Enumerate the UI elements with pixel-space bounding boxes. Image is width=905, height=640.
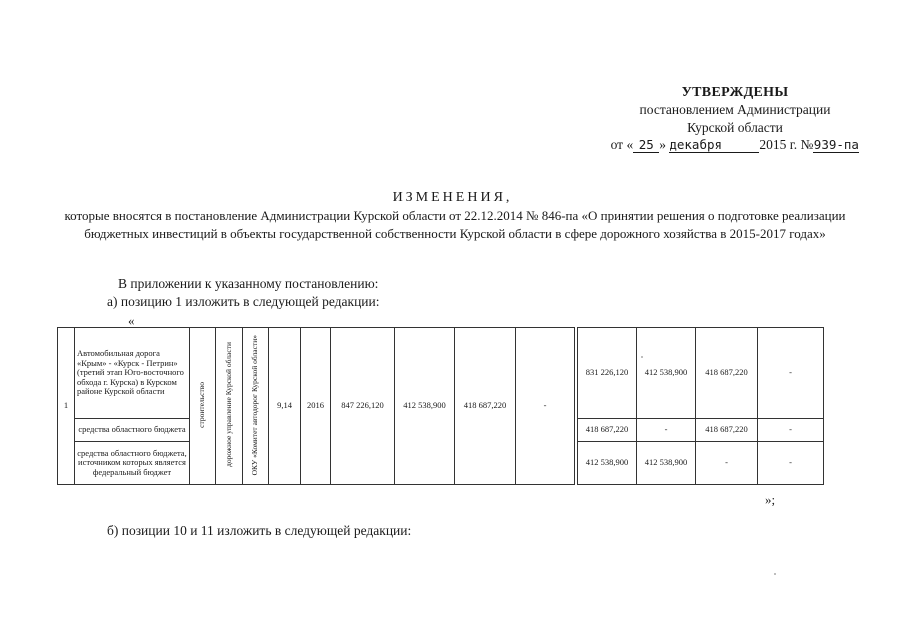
alloc-4: -: [758, 328, 824, 419]
contractor: ОКУ «Комитет автодорог Курской области»: [250, 334, 260, 475]
closing-quote: »;: [765, 492, 776, 507]
date-month: декабря: [669, 137, 759, 153]
alloc-2: 412 538,900: [637, 328, 696, 419]
document-title: ИЗМЕНЕНИЯ,: [392, 190, 513, 205]
work-type-cell: [190, 328, 216, 485]
item-b-paragraph: б) позиции 10 и 11 изложить в следующей редакции:: [107, 523, 412, 538]
scan-speck: [641, 356, 643, 358]
alloc-4: -: [758, 442, 824, 485]
subrow-label: средства областного бюджета, источником которых является федеральный бюджет: [75, 442, 190, 485]
number-prefix: №: [800, 137, 814, 152]
investment-table: [57, 327, 824, 485]
alloc-total: 418 687,220: [578, 419, 637, 442]
customer-cell: [216, 328, 243, 485]
date-year: 2015 г.: [759, 137, 798, 152]
table-row: [58, 328, 824, 419]
alloc-3: 418 687,220: [696, 419, 758, 442]
year: 2016: [301, 328, 331, 485]
approval-title: УТВЕРЖДЕНЫ: [681, 85, 789, 100]
work-type: строительство: [197, 381, 207, 428]
cost-3: 418 687,220: [455, 328, 516, 485]
date-day: 25: [633, 137, 659, 153]
date-mid: »: [659, 137, 666, 152]
approval-line-2: Курской области: [687, 120, 783, 135]
document-number: 939-па: [813, 137, 859, 152]
alloc-3: -: [696, 442, 758, 485]
alloc-3: 418 687,220: [696, 328, 758, 419]
alloc-2: 412 538,900: [637, 442, 696, 485]
customer: дорожное управление Курской области: [223, 342, 233, 468]
opening-quote: «: [128, 313, 135, 328]
row-number: 1: [58, 328, 75, 485]
subrow-label: средства областного бюджета: [75, 419, 190, 442]
scan-speck: [774, 573, 776, 575]
intro-paragraph: В приложении к указанному постановлению:: [118, 276, 379, 291]
approval-block: [600, 85, 870, 153]
object-name: Автомобильная дорога «Крым» - «Курск - Петрин» (третий этап Юго-восточного обхода г. Курска) в Курском районе Курской области: [75, 328, 190, 419]
contractor-cell: [243, 328, 269, 485]
alloc-total: 412 538,900: [578, 442, 637, 485]
capacity: 9,14: [269, 328, 301, 485]
approval-date-line: [600, 137, 870, 153]
approval-line-1: постановлением Администрации: [639, 102, 831, 117]
cost-2: 412 538,900: [395, 328, 455, 485]
cost-total: 847 226,120: [331, 328, 395, 485]
cost-4: -: [516, 328, 575, 485]
alloc-4: -: [758, 419, 824, 442]
item-a-paragraph: а) позицию 1 изложить в следующей редакции:: [107, 294, 380, 309]
document-subtitle: которые вносятся в постановление Администрации Курской области от 22.12.2014 № 846-па «О принятии решения о подготовке реализации бюджетных инвестиций в объекты государственной собственности Курской области в сфере дорожного хозяйства в 2015-2017 годах»: [64, 208, 846, 241]
date-prefix: от «: [610, 137, 634, 152]
alloc-total: 831 226,120: [578, 328, 637, 419]
alloc-2: -: [637, 419, 696, 442]
